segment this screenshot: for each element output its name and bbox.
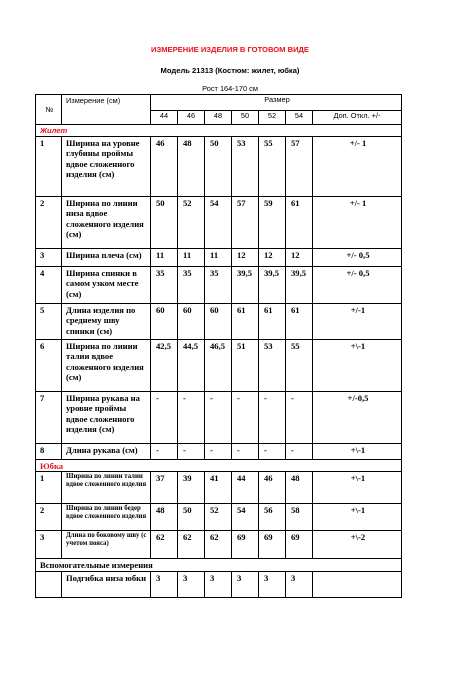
- row-value: 61: [259, 304, 286, 340]
- row-value: 51: [232, 340, 259, 392]
- row-value: -: [205, 392, 232, 444]
- row-tolerance: +/- 1: [313, 197, 402, 249]
- row-label: Длина по боковому шву (с учетом пояса): [62, 531, 151, 559]
- row-number: 6: [36, 340, 62, 392]
- row-value: 60: [205, 304, 232, 340]
- size-header: 44: [151, 111, 178, 125]
- row-value: 12: [259, 249, 286, 267]
- row-label: Ширина по линии талии вдвое сложенного изделия: [62, 472, 151, 504]
- section-row: [36, 559, 402, 571]
- row-value: 39: [178, 472, 205, 504]
- row-value: 53: [259, 340, 286, 392]
- row-value: 54: [205, 197, 232, 249]
- header-number: №: [36, 95, 62, 125]
- row-value: 11: [178, 249, 205, 267]
- row-value: -: [178, 392, 205, 444]
- row-label: Длина рукава (см): [62, 444, 151, 460]
- header-tolerance: Доп. Откл. +/-: [313, 111, 402, 125]
- row-value: 55: [286, 340, 313, 392]
- row-value: -: [151, 392, 178, 444]
- row-tolerance: +/-0,5: [313, 392, 402, 444]
- row-value: 35: [151, 267, 178, 304]
- row-value: 54: [232, 504, 259, 531]
- row-value: 69: [286, 531, 313, 559]
- row-value: -: [232, 392, 259, 444]
- row-value: 3: [178, 571, 205, 597]
- row-value: 69: [232, 531, 259, 559]
- row-value: 12: [232, 249, 259, 267]
- row-value: 44,5: [178, 340, 205, 392]
- row-value: 12: [286, 249, 313, 267]
- row-value: 61: [232, 304, 259, 340]
- size-header: 48: [205, 111, 232, 125]
- row-number: 1: [36, 472, 62, 504]
- row-value: 50: [178, 504, 205, 531]
- row-tolerance: [313, 571, 402, 597]
- row-value: 48: [286, 472, 313, 504]
- table-row: [36, 340, 402, 392]
- row-value: 3: [205, 571, 232, 597]
- table-row: [36, 571, 402, 597]
- row-value: 44: [232, 472, 259, 504]
- row-value: 35: [178, 267, 205, 304]
- row-number: 1: [36, 137, 62, 197]
- row-value: 61: [286, 304, 313, 340]
- table-row: [36, 197, 402, 249]
- size-header: 46: [178, 111, 205, 125]
- row-value: 58: [286, 504, 313, 531]
- row-value: 59: [259, 197, 286, 249]
- row-value: 60: [151, 304, 178, 340]
- row-value: 52: [205, 504, 232, 531]
- section-row: [36, 125, 402, 137]
- row-value: 50: [205, 137, 232, 197]
- header-size: Размер: [151, 95, 402, 111]
- row-value: 3: [151, 571, 178, 597]
- size-header: 52: [259, 111, 286, 125]
- row-value: 42,5: [151, 340, 178, 392]
- section-title: Жилет: [36, 125, 402, 137]
- row-label: Подгибка низа юбки: [62, 571, 151, 597]
- row-tolerance: +/- 0,5: [313, 267, 402, 304]
- row-number: 7: [36, 392, 62, 444]
- table-row: [36, 267, 402, 304]
- table-row: [36, 504, 402, 531]
- row-value: -: [286, 444, 313, 460]
- row-number: 8: [36, 444, 62, 460]
- row-number: 3: [36, 531, 62, 559]
- section-row: [36, 460, 402, 472]
- measurement-table: [35, 94, 402, 598]
- row-value: 39,5: [259, 267, 286, 304]
- row-label: Ширина спинки в самом узком месте (см): [62, 267, 151, 304]
- row-value: 50: [151, 197, 178, 249]
- row-tolerance: +\-1: [313, 472, 402, 504]
- row-number: 2: [36, 504, 62, 531]
- row-value: 55: [259, 137, 286, 197]
- row-value: 3: [259, 571, 286, 597]
- row-label: Ширина по линии талии вдвое сложенного изделия (см): [62, 340, 151, 392]
- auxiliary-title: Вспомогательные измерения: [36, 559, 402, 571]
- table-row: [36, 249, 402, 267]
- row-number: 2: [36, 197, 62, 249]
- size-header: 50: [232, 111, 259, 125]
- section-title: Юбка: [36, 460, 402, 472]
- row-value: -: [286, 392, 313, 444]
- row-label: Ширина на уровне глубины проймы вдвое сложенного изделия (см): [62, 137, 151, 197]
- row-value: -: [259, 392, 286, 444]
- table-row: [36, 304, 402, 340]
- row-tolerance: +\-1: [313, 340, 402, 392]
- row-tolerance: +\-2: [313, 531, 402, 559]
- row-tolerance: +/- 0,5: [313, 249, 402, 267]
- row-value: 48: [178, 137, 205, 197]
- row-label: Ширина плеча (см): [62, 249, 151, 267]
- row-value: 3: [286, 571, 313, 597]
- row-value: -: [232, 444, 259, 460]
- row-value: -: [178, 444, 205, 460]
- table-row: [36, 392, 402, 444]
- row-value: 69: [259, 531, 286, 559]
- row-value: 62: [205, 531, 232, 559]
- table-row: [36, 531, 402, 559]
- row-value: 62: [151, 531, 178, 559]
- row-tolerance: +/- 1: [313, 137, 402, 197]
- row-value: 37: [151, 472, 178, 504]
- row-value: -: [205, 444, 232, 460]
- row-value: 39,5: [232, 267, 259, 304]
- row-label: Ширина рукава на уровне проймы вдвое сложенного изделия (см): [62, 392, 151, 444]
- row-number: 5: [36, 304, 62, 340]
- row-value: 62: [178, 531, 205, 559]
- row-value: 46: [151, 137, 178, 197]
- height-range: Рост 164-170 см: [202, 84, 258, 93]
- row-value: 53: [232, 137, 259, 197]
- row-number: 4: [36, 267, 62, 304]
- size-header: 54: [286, 111, 313, 125]
- row-value: -: [151, 444, 178, 460]
- row-value: 35: [205, 267, 232, 304]
- row-tolerance: +/-1: [313, 304, 402, 340]
- row-number: 3: [36, 249, 62, 267]
- table-row: [36, 137, 402, 197]
- row-value: 39,5: [286, 267, 313, 304]
- document-title: ИЗМЕРЕНИЕ ИЗДЕЛИЯ В ГОТОВОМ ВИДЕ: [150, 45, 309, 54]
- row-value: 57: [232, 197, 259, 249]
- row-number: [36, 571, 62, 597]
- row-value: 3: [232, 571, 259, 597]
- model-name: Модель 21313 (Костюм: жилет, юбка): [160, 66, 300, 75]
- row-value: 56: [259, 504, 286, 531]
- row-label: Длина изделия по среднему шву спинки (см): [62, 304, 151, 340]
- row-value: 57: [286, 137, 313, 197]
- table-row: [36, 472, 402, 504]
- row-value: 60: [178, 304, 205, 340]
- table-row: [36, 444, 402, 460]
- row-label: Ширина по линии низа вдвое сложенного изделия (см): [62, 197, 151, 249]
- row-value: 11: [205, 249, 232, 267]
- row-value: 41: [205, 472, 232, 504]
- row-value: -: [259, 444, 286, 460]
- row-value: 52: [178, 197, 205, 249]
- header-measurement: Измерение (см): [62, 95, 151, 125]
- row-value: 11: [151, 249, 178, 267]
- row-tolerance: +\-1: [313, 504, 402, 531]
- row-value: 48: [151, 504, 178, 531]
- row-label: Ширина по линии бедер вдвое сложенного изделия: [62, 504, 151, 531]
- row-value: 61: [286, 197, 313, 249]
- row-tolerance: +\-1: [313, 444, 402, 460]
- row-value: 46,5: [205, 340, 232, 392]
- row-value: 46: [259, 472, 286, 504]
